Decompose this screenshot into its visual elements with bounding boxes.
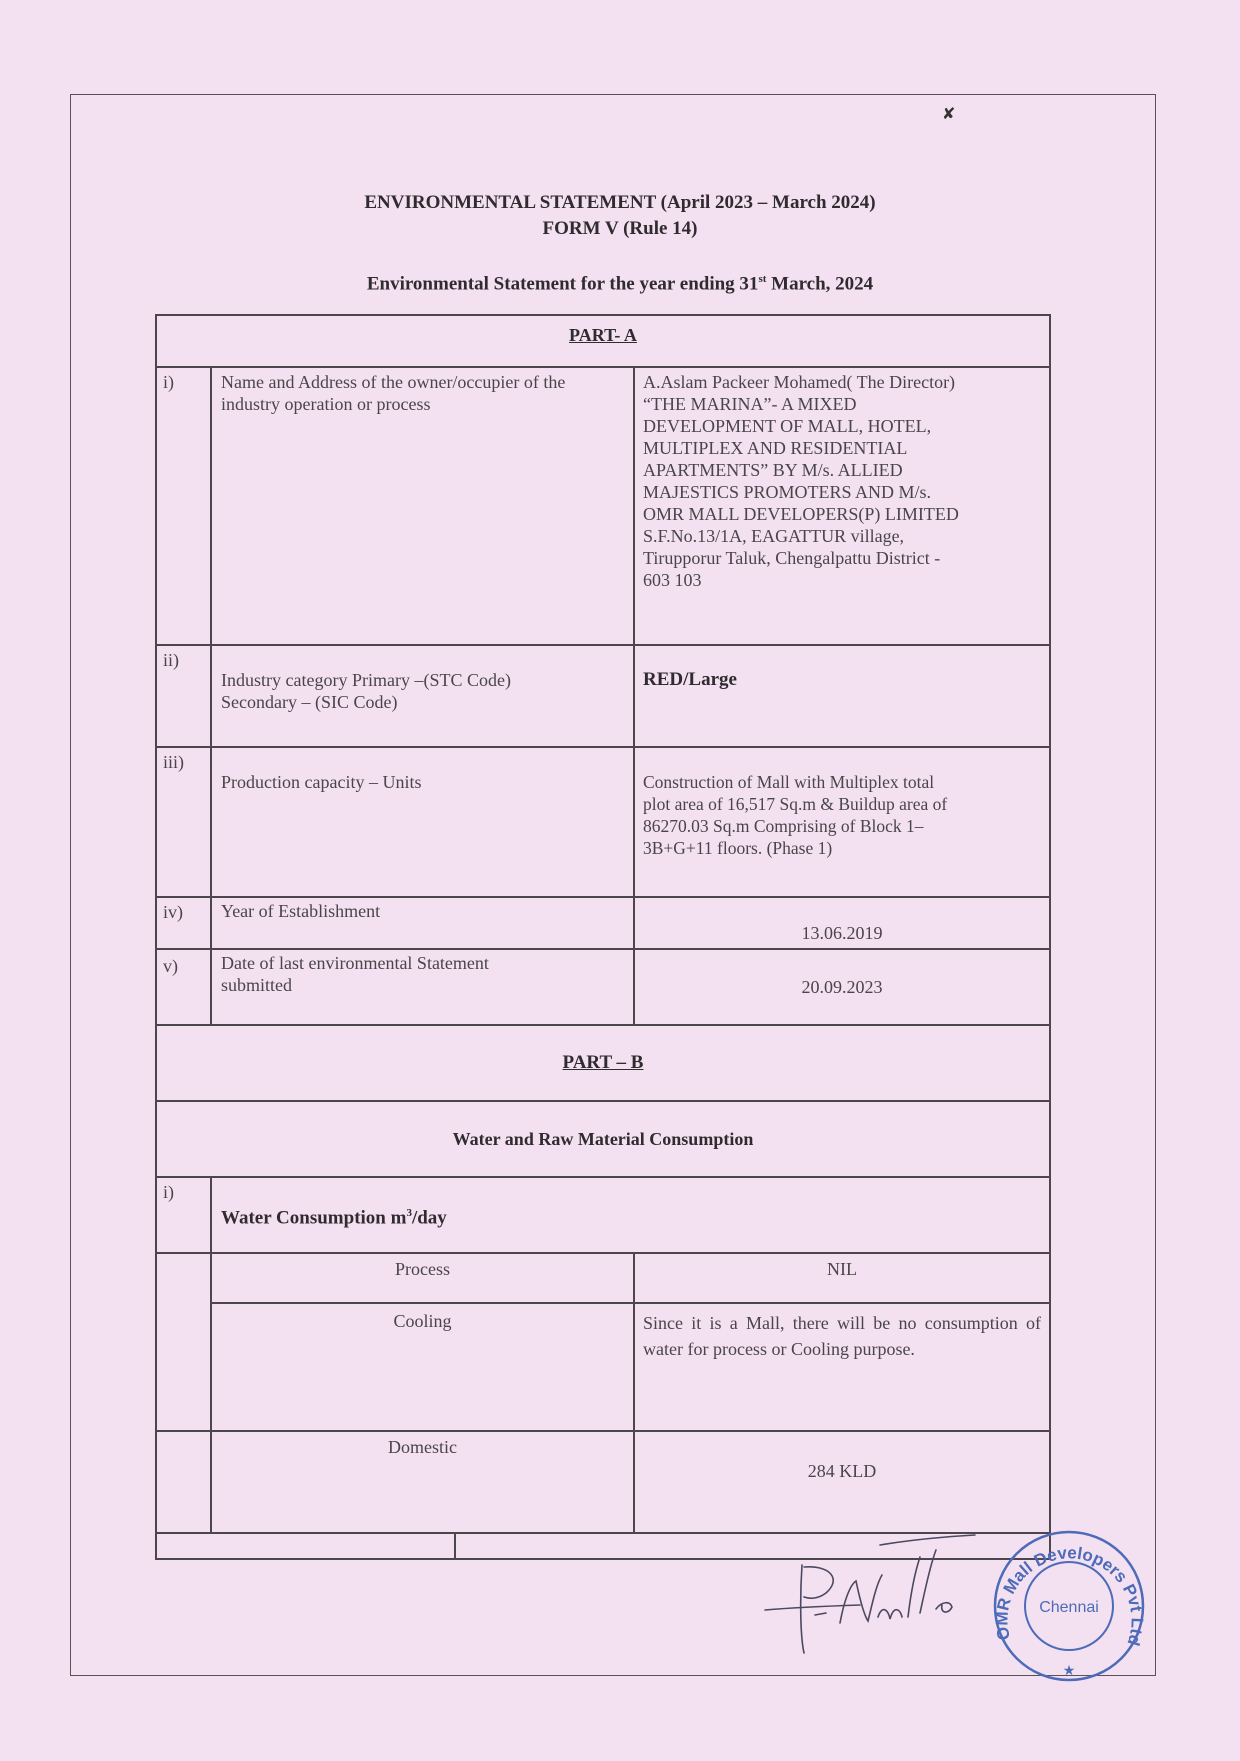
company-seal bbox=[986, 1520, 1152, 1686]
svg-text:★: ★ bbox=[1062, 1663, 1076, 1679]
row-number: i) bbox=[163, 1182, 174, 1202]
water-consumption-label: Water Consumption $m^3$/day bbox=[221, 1207, 447, 1229]
form-label: FORM V (Rule 14) bbox=[542, 218, 698, 239]
process-value: NIL bbox=[827, 1259, 857, 1279]
last-statement-date-value: 20.09.2023 bbox=[801, 977, 883, 997]
rule bbox=[155, 1430, 1051, 1432]
row-label: Year of Establishment bbox=[221, 901, 381, 921]
industry-category-value: RED/Large bbox=[643, 669, 737, 690]
rule bbox=[155, 1024, 1051, 1026]
row-number: v) bbox=[163, 956, 178, 976]
statement-subtitle: Environmental Statement for the year ending 31st March, 2024 bbox=[366, 273, 874, 295]
rule bbox=[155, 1100, 1051, 1102]
rule bbox=[633, 1252, 635, 1532]
row-label: Name and Address of the owner/occupier of the industry operation or process bbox=[221, 372, 566, 414]
rule bbox=[155, 896, 1051, 898]
part-b-heading: PART – B bbox=[562, 1052, 644, 1073]
process-label: Process bbox=[395, 1259, 450, 1279]
production-capacity-value: Construction of Mall with Multiplex total plot area of 16,517 Sq.m & Buildup area of 86270.03 Sq.m Comprising of Block 1– 3B+G+11 floors. (Phase 1) bbox=[643, 772, 948, 858]
cooling-value: Since it is a Mall, there will be no consumption of water for process or Cooling purpose. bbox=[643, 1313, 1041, 1359]
rule bbox=[155, 1252, 1051, 1254]
establishment-year-value: 13.06.2019 bbox=[801, 923, 883, 943]
rule bbox=[210, 1176, 212, 1532]
section-heading: Water and Raw Material Consumption bbox=[452, 1129, 754, 1149]
part-a-heading: PART- A bbox=[569, 325, 637, 345]
row-number: iv) bbox=[163, 902, 183, 922]
rule bbox=[210, 366, 212, 1024]
seal-center-text: Chennai bbox=[1039, 1599, 1099, 1616]
row-label: Production capacity – Units bbox=[221, 772, 422, 792]
rule bbox=[155, 746, 1051, 748]
rule bbox=[1049, 314, 1051, 1559]
row-number: iii) bbox=[163, 752, 184, 772]
domestic-value: 284 KLD bbox=[807, 1461, 877, 1481]
owner-address-value: A.Aslam Packeer Mohamed( The Director) “THE MARINA”- A MIXED DEVELOPMENT OF MALL, HOTEL, MULTIPLEX AND RESIDENTIAL APARTMENTS” BY M/s. ALLIED MAJESTICS PROMOTERS AND M/s. OMR MALL DEVELOPERS(P) LIMITED S.F.No.13/1A, EAGATTUR village, Tirupporur Taluk, Chengalpattu District - 603 103 bbox=[643, 372, 959, 590]
svg-text:OMR Mall Developers Pvt Ltd bbox=[992, 1543, 1146, 1648]
rule bbox=[210, 1302, 1051, 1304]
row-number: i) bbox=[163, 372, 174, 392]
rule bbox=[454, 1532, 456, 1558]
row-number: ii) bbox=[163, 650, 179, 670]
cooling-label: Cooling bbox=[393, 1311, 452, 1331]
row-label: Date of last environmental Statement submitted bbox=[221, 953, 489, 995]
statement-table bbox=[155, 314, 1051, 1560]
rule bbox=[155, 1176, 1051, 1178]
rule bbox=[155, 314, 157, 1559]
row-label: Industry category Primary –(STC Code) Secondary – (SIC Code) bbox=[221, 670, 511, 712]
rule bbox=[155, 314, 1051, 316]
document-title: ENVIRONMENTAL STATEMENT (April 2023 – March 2024) bbox=[364, 192, 876, 213]
rule bbox=[155, 644, 1051, 646]
seal-ring-text: OMR Mall Developers Pvt Ltd bbox=[992, 1543, 1147, 1648]
domestic-label: Domestic bbox=[388, 1437, 457, 1457]
corner-mark: ✘ bbox=[942, 106, 956, 123]
rule bbox=[155, 366, 1051, 368]
rule bbox=[155, 948, 1051, 950]
signature bbox=[760, 1505, 990, 1655]
